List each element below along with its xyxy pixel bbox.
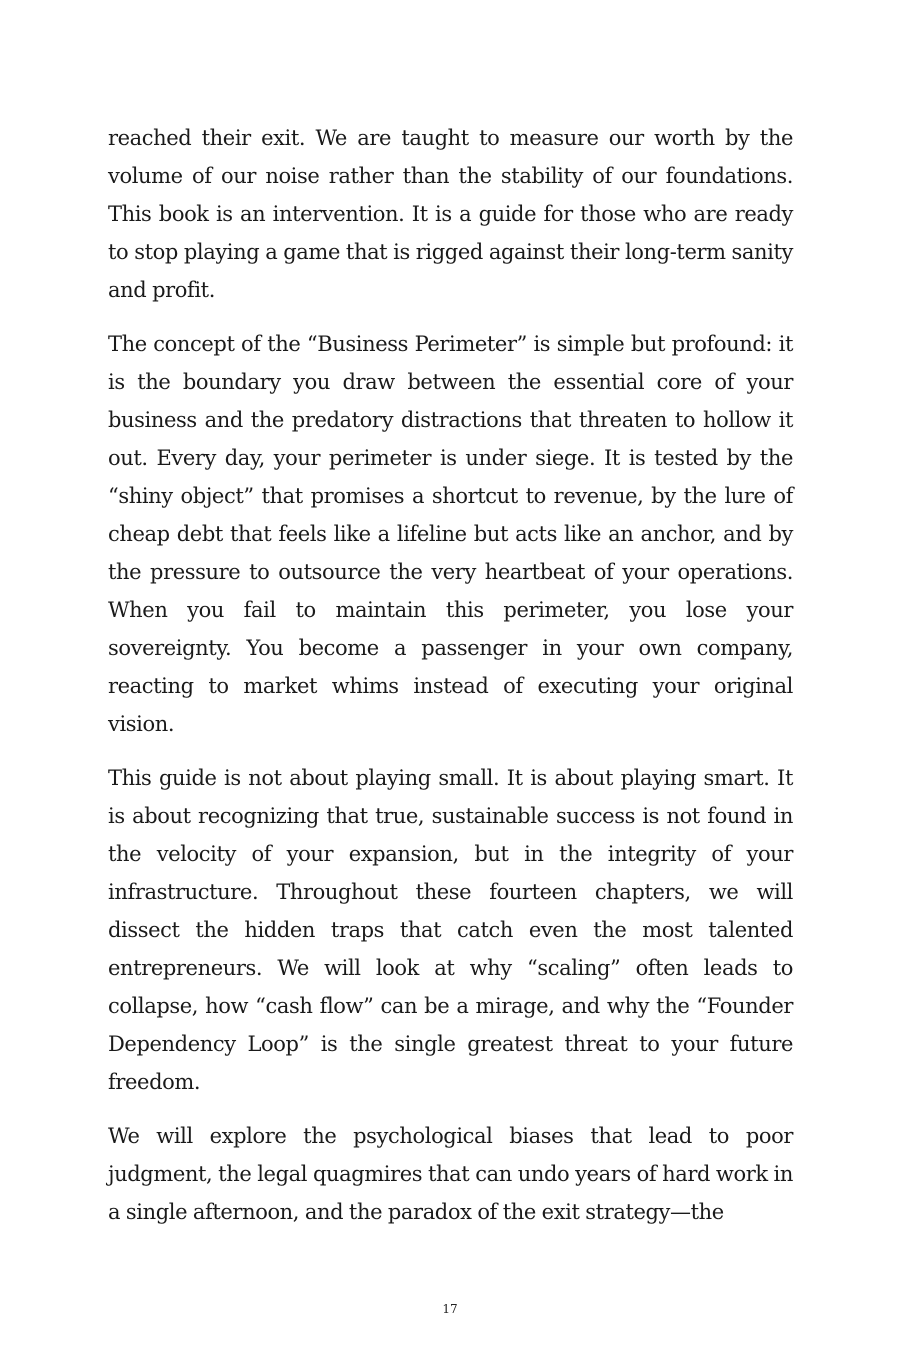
paragraph-2: The concept of the “Business Perimeter” is simple but profound: it is the boundary you draw between the essential core of your business and the predatory distractions that threaten to hollow it out. Every day, your perimeter is under siege. It is tested by the “shiny object” that promises a shortcut to revenue, by the lure of cheap debt that feels like a lifeline but acts like an anchor, and by the pressure to outsource the very heartbeat of your operations. When you fail to maintain this perimeter, you lose your sovereignty. You become a passenger in your own company, reacting to market whims instead of executing your original vision. (108, 332, 793, 736)
body-text (108, 119, 793, 1247)
paragraph-4: We will explore the psychological biases that lead to poor judgment, the legal quagmires that can undo years of hard work in a single afternoon, and the paradox of the exit strategy—the (108, 1124, 793, 1224)
paragraph-1: reached their exit. We are taught to measure our worth by the volume of our noise rather than the stability of our foundations. This book is an intervention. It is a guide for those who are ready to stop playing a game that is rigged against their long-term sanity and profit. (108, 126, 793, 302)
page-number: 17 (442, 1302, 458, 1316)
paragraph-3: This guide is not about playing small. It is about playing smart. It is about recognizing that true, sustainable success is not found in the velocity of your expansion, but in the integrity of your infrastructure. Throughout these fourteen chapters, we will dissect the hidden traps that catch even the most talented entrepreneurs. We will look at why “scaling” often leads to collapse, how “cash flow” can be a mirage, and why the “Founder Dependency Loop” is the single greatest threat to your future freedom. (108, 766, 793, 1094)
